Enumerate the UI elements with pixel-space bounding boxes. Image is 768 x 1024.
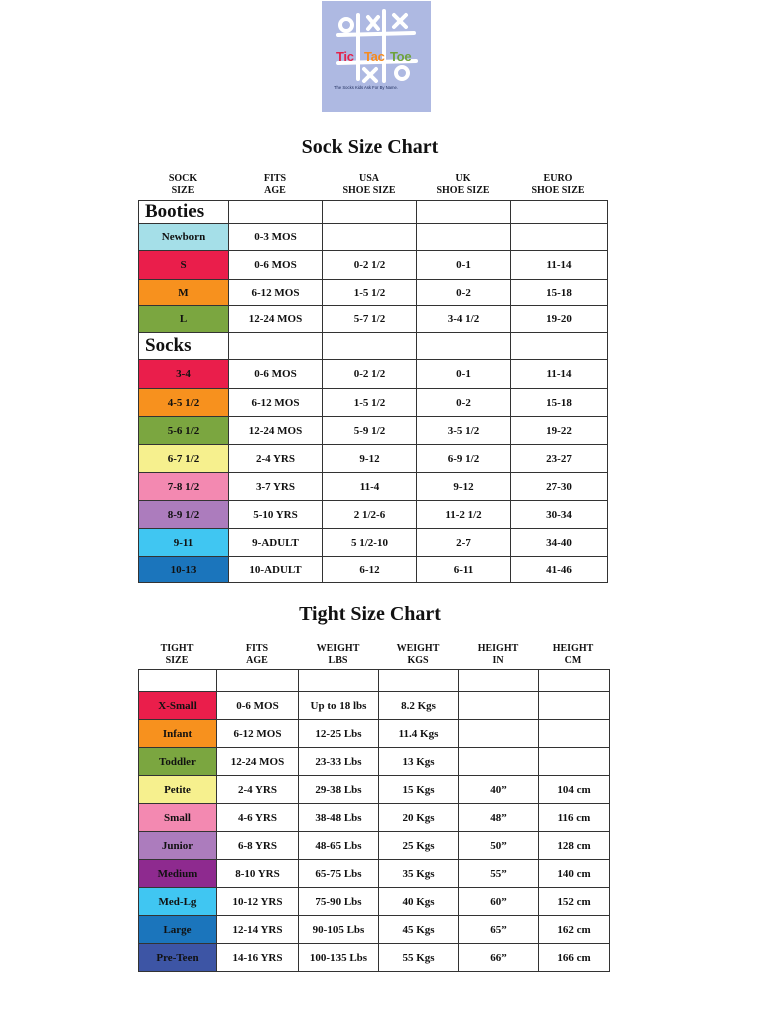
tight-size-cell: Toddler [139,748,217,776]
tight-lbs-cell: 23-33 Lbs [299,748,379,776]
tight-age-cell: 14-16 YRS [217,944,299,972]
sock-section-label: Booties [139,201,229,224]
tight-empty-cell [379,670,459,692]
sock-table-row [139,445,608,473]
tight-kgs-cell: 15 Kgs [379,776,459,804]
tight-kgs-cell: 35 Kgs [379,860,459,888]
sock-euro-cell: 23-27 [511,445,608,473]
tight-table-row [139,916,610,944]
tight-col-header-kgs: WEIGHT KGS [396,643,440,666]
sock-table-row [139,360,608,389]
tight-size-cell: Small [139,804,217,832]
tight-kgs-cell: 13 Kgs [379,748,459,776]
sock-euro-cell: 11-14 [511,360,608,389]
tight-size-cell: Petite [139,776,217,804]
sock-table-row [139,251,608,280]
tight-in-cell: 66” [459,944,539,972]
tight-chart-title: Tight Size Chart [299,603,441,625]
sock-age-cell: 12-24 MOS [229,306,323,333]
sock-size-cell: 4-5 1/2 [139,389,229,417]
sock-usa-cell: 9-12 [323,445,417,473]
sock-uk-cell: 0-2 [417,280,511,306]
sock-col-header-age: FITS AGE [263,173,287,196]
tight-empty-cell [217,670,299,692]
sock-uk-cell: 11-2 1/2 [417,501,511,529]
sock-empty-cell [417,333,511,360]
sock-empty-cell [229,333,323,360]
tight-cm-cell: 162 cm [539,916,610,944]
tight-lbs-cell: 90-105 Lbs [299,916,379,944]
sock-size-cell: 8-9 1/2 [139,501,229,529]
logo-word-tac: Tac [364,49,385,64]
tight-table-row [139,804,610,832]
sock-empty-cell [229,201,323,224]
sock-section-label: Socks [139,333,229,360]
sock-euro-cell: 30-34 [511,501,608,529]
sock-col-header-usa: USA SHOE SIZE [342,173,396,196]
tight-kgs-cell: 20 Kgs [379,804,459,832]
sock-section-row [139,333,608,360]
sock-empty-cell [323,201,417,224]
tight-col-header-size: TIGHT SIZE [160,643,194,666]
sock-age-cell: 0-6 MOS [229,251,323,280]
sock-empty-cell [511,201,608,224]
tight-kgs-cell: 25 Kgs [379,832,459,860]
sock-euro-cell: 19-20 [511,306,608,333]
tight-table-row [139,860,610,888]
sock-table-row [139,557,608,583]
tight-lbs-cell: 29-38 Lbs [299,776,379,804]
tight-cm-cell: 152 cm [539,888,610,916]
tight-table-row [139,776,610,804]
tight-age-cell: 12-24 MOS [217,748,299,776]
sock-size-cell: S [139,251,229,280]
sock-usa-cell: 2 1/2-6 [323,501,417,529]
sock-usa-cell: 0-2 1/2 [323,360,417,389]
sock-table-row [139,224,608,251]
sock-col-header-uk: UK SHOE SIZE [436,173,490,196]
sock-age-cell: 2-4 YRS [229,445,323,473]
sock-empty-cell [511,333,608,360]
tight-size-cell: X-Small [139,692,217,720]
tight-lbs-cell: 38-48 Lbs [299,804,379,832]
tight-empty-cell [539,670,610,692]
sock-section-row [139,201,608,224]
sock-uk-cell: 3-5 1/2 [417,417,511,445]
sock-uk-cell: 6-9 1/2 [417,445,511,473]
tight-size-cell: Med-Lg [139,888,217,916]
logo-word-tic: Tic [336,49,354,64]
tight-age-cell: 8-10 YRS [217,860,299,888]
sock-age-cell: 0-6 MOS [229,360,323,389]
tight-kgs-cell: 45 Kgs [379,916,459,944]
sock-euro-cell: 19-22 [511,417,608,445]
sock-size-cell: 9-11 [139,529,229,557]
sock-age-cell: 0-3 MOS [229,224,323,251]
sock-age-cell: 10-ADULT [229,557,323,583]
tight-cm-cell: 140 cm [539,860,610,888]
tight-in-cell: 40” [459,776,539,804]
sock-euro-cell: 34-40 [511,529,608,557]
sock-table-row [139,306,608,333]
tight-cm-cell: 166 cm [539,944,610,972]
sock-age-cell: 5-10 YRS [229,501,323,529]
sock-usa-cell: 5-9 1/2 [323,417,417,445]
logo-tagline: The Socks Kids Ask For By Name. [334,85,398,90]
sock-size-table [138,200,608,583]
tight-in-cell [459,692,539,720]
tight-empty-cell [459,670,539,692]
tight-in-cell [459,748,539,776]
tight-in-cell: 65” [459,916,539,944]
tight-cm-cell [539,692,610,720]
tight-age-cell: 6-12 MOS [217,720,299,748]
tight-kgs-cell: 55 Kgs [379,944,459,972]
sock-euro-cell: 41-46 [511,557,608,583]
tight-lbs-cell: 75-90 Lbs [299,888,379,916]
sock-uk-cell: 0-1 [417,251,511,280]
sock-table-row [139,529,608,557]
sock-col-header-euro: EURO SHOE SIZE [531,173,585,196]
sock-usa-cell: 0-2 1/2 [323,251,417,280]
tight-age-cell: 2-4 YRS [217,776,299,804]
tight-age-cell: 0-6 MOS [217,692,299,720]
tight-kgs-cell: 11.4 Kgs [379,720,459,748]
sock-table-row [139,501,608,529]
sock-size-cell: 6-7 1/2 [139,445,229,473]
tight-in-cell: 48” [459,804,539,832]
tight-in-cell [459,720,539,748]
sock-usa-cell: 1-5 1/2 [323,389,417,417]
tight-cm-cell: 104 cm [539,776,610,804]
tight-col-header-in: HEIGHT IN [477,643,519,666]
tight-lbs-cell: 100-135 Lbs [299,944,379,972]
sock-usa-cell: 6-12 [323,557,417,583]
sock-empty-cell [323,333,417,360]
tight-size-cell: Large [139,916,217,944]
tight-table-row [139,720,610,748]
sock-empty-cell [417,201,511,224]
sock-age-cell: 6-12 MOS [229,280,323,306]
sock-size-cell: 10-13 [139,557,229,583]
sock-usa-cell: 1-5 1/2 [323,280,417,306]
sock-uk-cell: 3-4 1/2 [417,306,511,333]
sock-euro-cell: 15-18 [511,389,608,417]
tight-empty-cell [299,670,379,692]
sock-uk-cell: 0-1 [417,360,511,389]
sock-uk-cell: 0-2 [417,389,511,417]
sock-usa-cell: 11-4 [323,473,417,501]
tight-kgs-cell: 40 Kgs [379,888,459,916]
tight-size-cell: Pre-Teen [139,944,217,972]
tight-cm-cell [539,720,610,748]
brand-logo [322,1,431,112]
tight-size-cell: Medium [139,860,217,888]
tight-lbs-cell: Up to 18 lbs [299,692,379,720]
logo-word-toe: Toe [390,49,412,64]
sock-size-cell: Newborn [139,224,229,251]
sock-euro-cell: 11-14 [511,251,608,280]
tight-cm-cell [539,748,610,776]
tight-in-cell: 50” [459,832,539,860]
tight-lbs-cell: 12-25 Lbs [299,720,379,748]
sock-table-row [139,280,608,306]
sock-euro-cell [511,224,608,251]
tight-table-row [139,888,610,916]
sock-size-cell: 7-8 1/2 [139,473,229,501]
sock-size-cell: 3-4 [139,360,229,389]
tight-in-cell: 60” [459,888,539,916]
tight-empty-cell [139,670,217,692]
sock-size-cell: M [139,280,229,306]
tight-age-cell: 10-12 YRS [217,888,299,916]
sock-age-cell: 3-7 YRS [229,473,323,501]
tight-size-cell: Junior [139,832,217,860]
sock-uk-cell: 9-12 [417,473,511,501]
sock-euro-cell: 15-18 [511,280,608,306]
tight-table-row [139,944,610,972]
sock-age-cell: 6-12 MOS [229,389,323,417]
tight-age-cell: 4-6 YRS [217,804,299,832]
sock-size-cell: L [139,306,229,333]
tight-age-cell: 12-14 YRS [217,916,299,944]
sock-table-row [139,473,608,501]
sock-uk-cell: 6-11 [417,557,511,583]
sock-age-cell: 12-24 MOS [229,417,323,445]
sock-size-cell: 5-6 1/2 [139,417,229,445]
tight-size-cell: Infant [139,720,217,748]
tight-kgs-cell: 8.2 Kgs [379,692,459,720]
sock-usa-cell: 5 1/2-10 [323,529,417,557]
tight-table-row [139,832,610,860]
sock-uk-cell [417,224,511,251]
sock-col-header-size: SOCK SIZE [168,173,198,196]
tight-lbs-cell: 48-65 Lbs [299,832,379,860]
sock-table-row [139,417,608,445]
sock-usa-cell [323,224,417,251]
sock-chart-title: Sock Size Chart [301,136,439,158]
tight-size-table [138,669,610,972]
sock-euro-cell: 27-30 [511,473,608,501]
tight-age-cell: 6-8 YRS [217,832,299,860]
tight-spacer-row [139,670,610,692]
sock-age-cell: 9-ADULT [229,529,323,557]
tight-in-cell: 55” [459,860,539,888]
tight-table-row [139,748,610,776]
tight-lbs-cell: 65-75 Lbs [299,860,379,888]
tight-col-header-lbs: WEIGHT LBS [316,643,360,666]
tight-cm-cell: 128 cm [539,832,610,860]
tight-col-header-age: FITS AGE [245,643,269,666]
tight-table-row [139,692,610,720]
sock-usa-cell: 5-7 1/2 [323,306,417,333]
tight-cm-cell: 116 cm [539,804,610,832]
tight-col-header-cm: HEIGHT CM [552,643,594,666]
sock-uk-cell: 2-7 [417,529,511,557]
sock-table-row [139,389,608,417]
